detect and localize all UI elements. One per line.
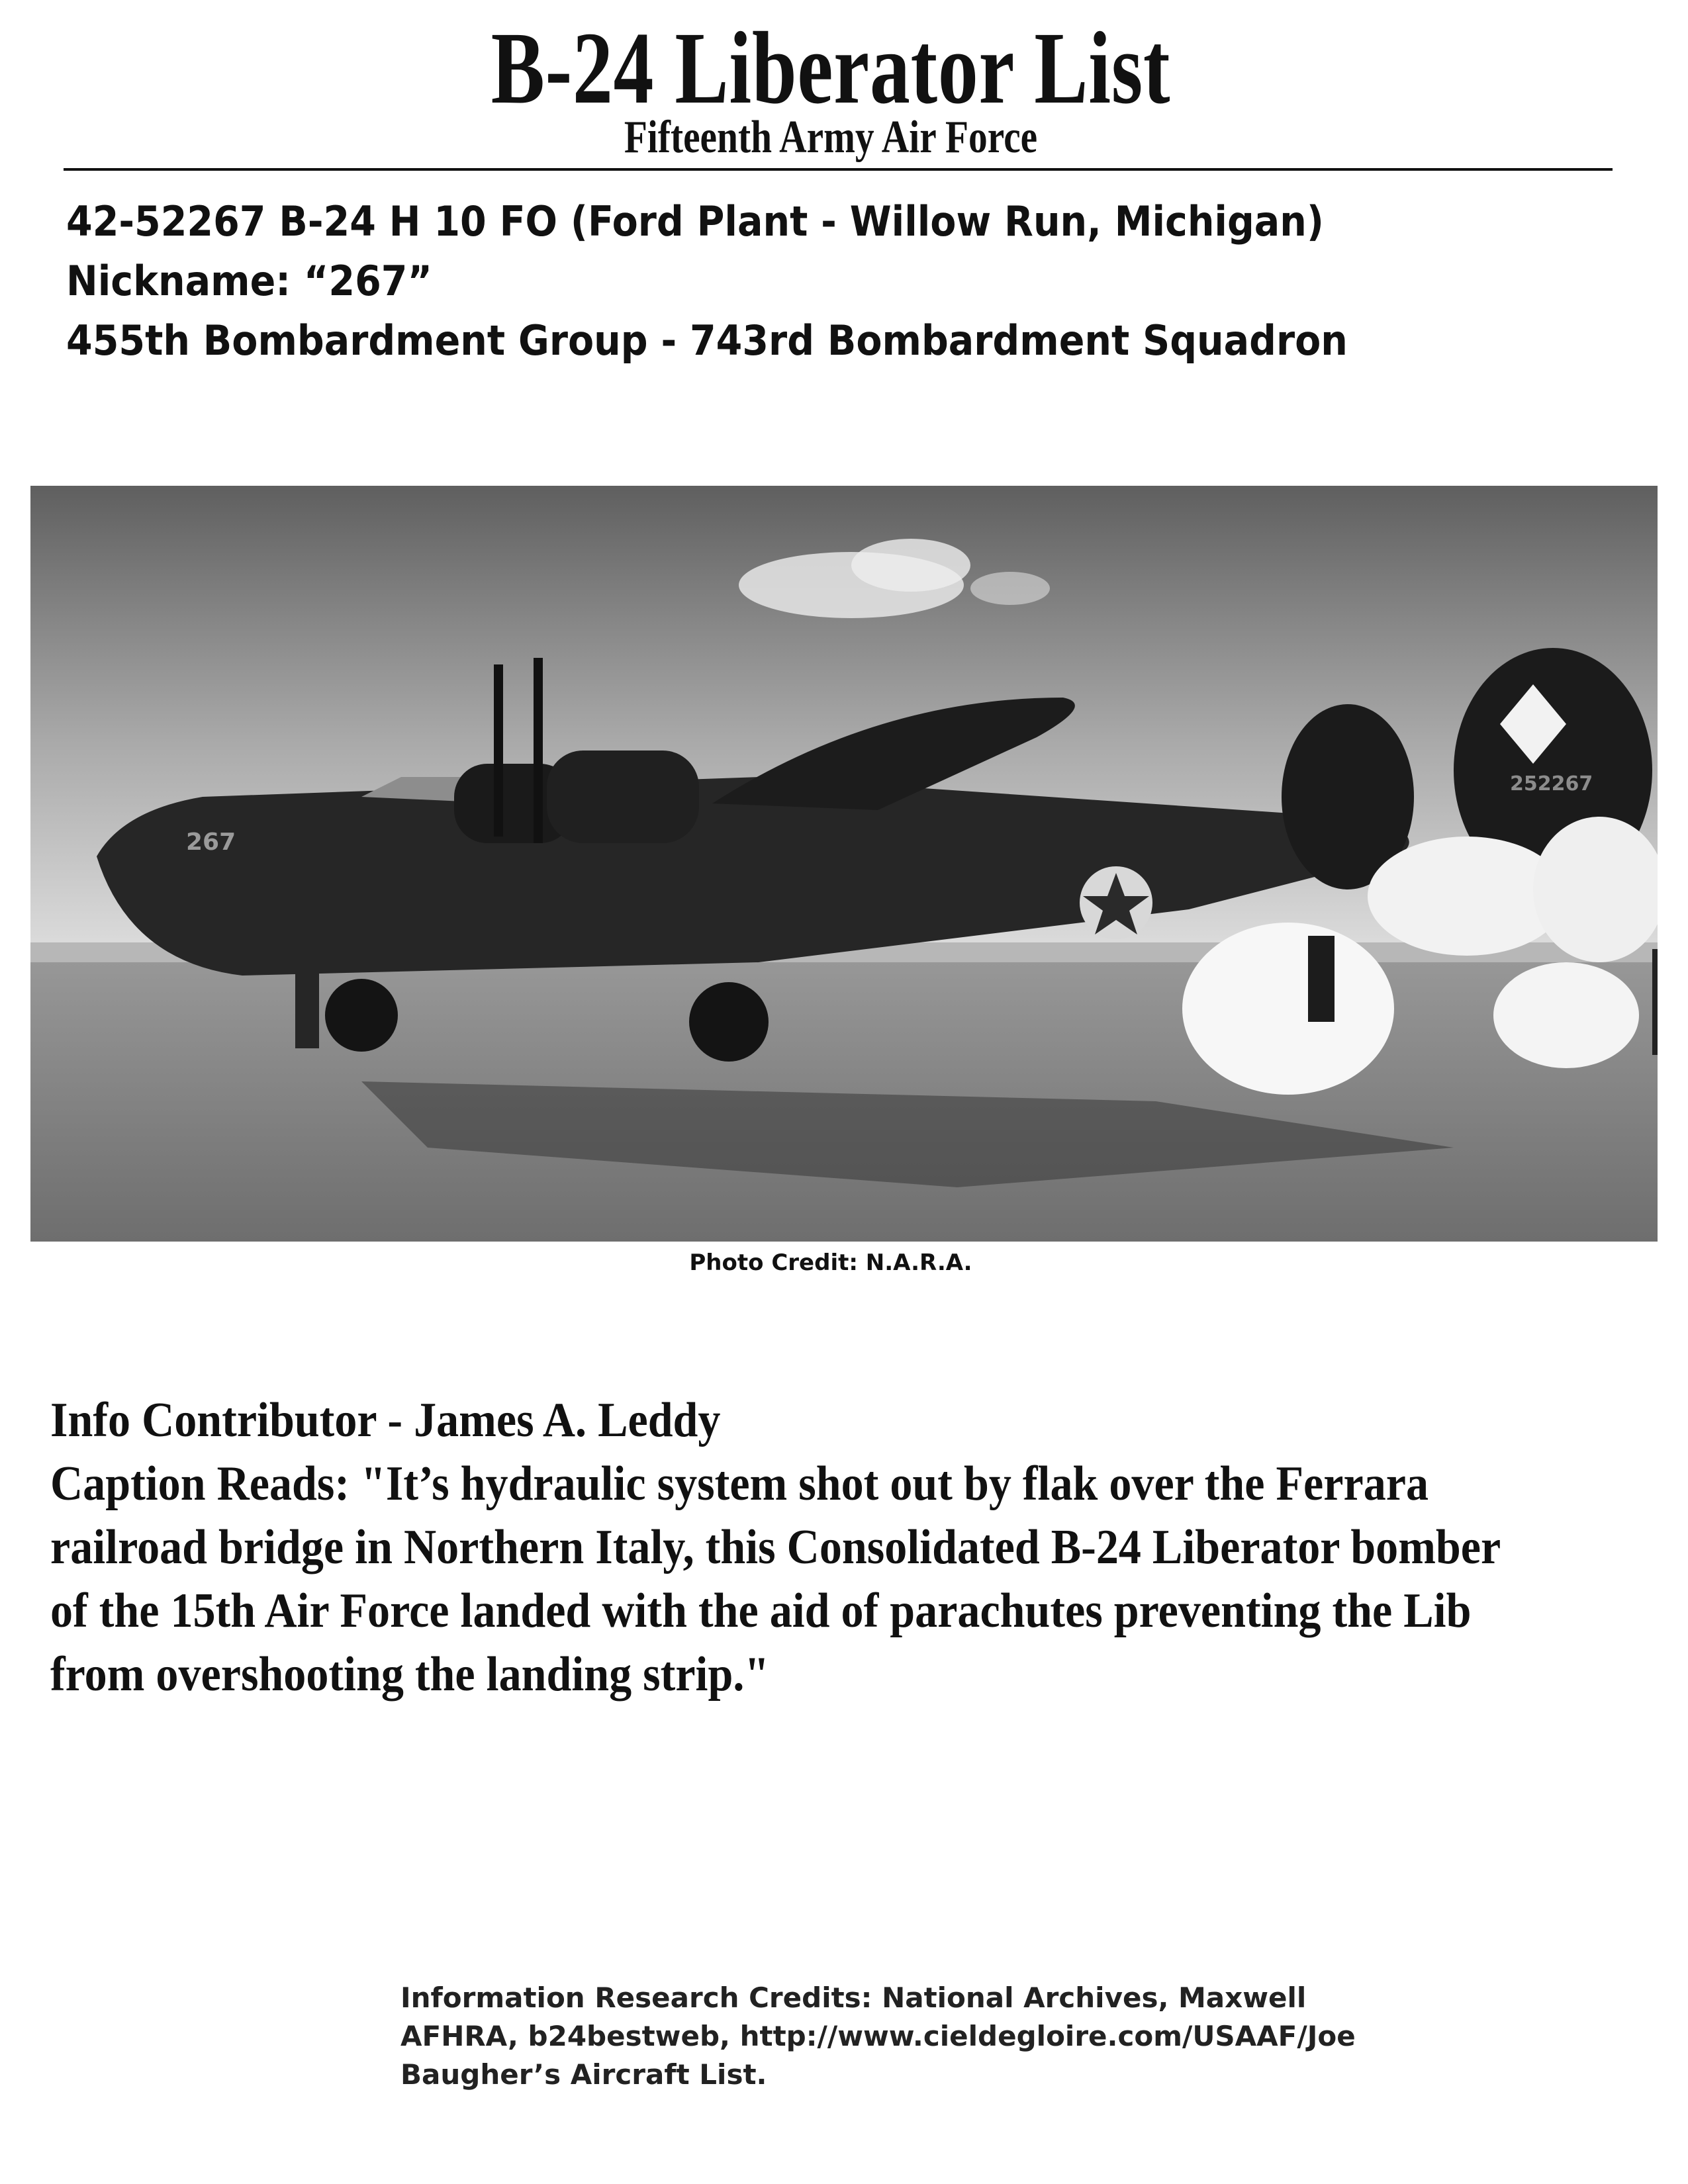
photo-credit: Photo Credit: N.A.R.A.	[689, 1250, 972, 1276]
airfield-ground	[30, 942, 1658, 1242]
aircraft-info	[66, 192, 1459, 371]
nose-marking: 267	[186, 829, 236, 856]
serial-model-line: 42-52267 B-24 H 10 FO (Ford Plant - Willow Run, Michigan)	[66, 197, 1324, 246]
caption-block	[50, 1388, 1536, 1706]
aircraft-photo	[30, 486, 1658, 1242]
crew-figure	[1308, 936, 1335, 1022]
research-credits: Information Research Credits: National Archives, Maxwell AFHRA, b24bestweb, http://www.cieldegloire.com/USAAF/Joe Baugher’s Aircraft List.	[400, 1981, 1356, 2091]
info-contributor: Info Contributor - James A. Leddy	[50, 1393, 721, 1447]
tail-marking: 252267	[1510, 772, 1593, 796]
engine-right	[547, 751, 699, 843]
photo-caption: Caption Reads: "It’s hydraulic system shot out by flak over the Ferrara railroad bridge in Northern Italy, this Consolidated B-24 Liberator bomber of the 15th Air Force landed with the aid of parachutes preventing the Lib from overshooting the landing strip."	[50, 1457, 1501, 1702]
header-divider	[64, 168, 1613, 171]
unit-line: 455th Bombardment Group - 743rd Bombardment Squadron	[66, 316, 1348, 365]
parachute-1	[1182, 923, 1394, 1095]
nickname-line: Nickname: “267”	[66, 257, 432, 305]
page-title: B-24 Liberator List	[491, 11, 1171, 125]
page-subtitle: Fifteenth Army Air Force	[624, 112, 1038, 163]
main-wheel	[325, 979, 398, 1052]
